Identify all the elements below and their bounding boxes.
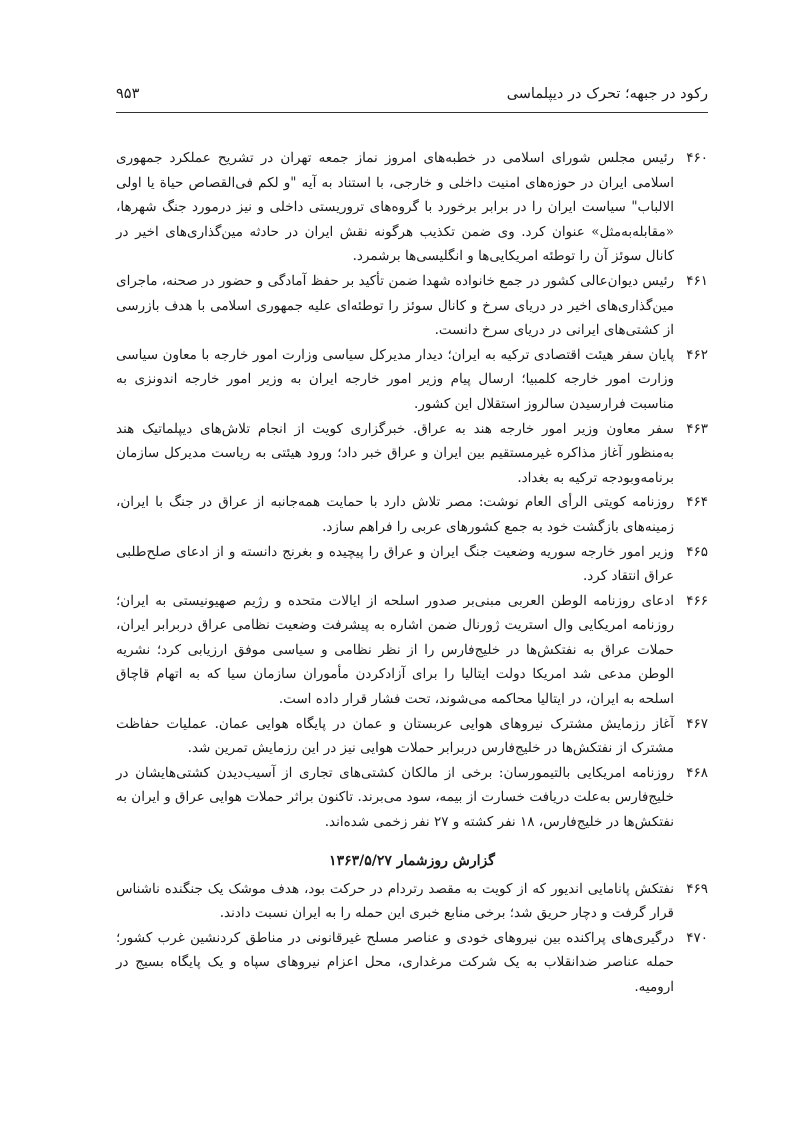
entry-number: ۴۶۵ — [686, 543, 708, 560]
entry-text: وزیر امور خارجه سوریه وضعیت جنگ ایران و عراق را پیچیده و بغرنج دانسته و از ادعای صلح‌طلبی عراق انتقاد کرد. — [116, 543, 674, 585]
entry-text: سفر معاون وزیر امور خارجه هند به عراق. خبرگزاری کویت از انجام تلاش‌های دیپلماتیک هند به‌منظور آغاز مذاکره غیرمستقیم بین ایران و عراق خبر داد؛ ورود هیئتی به ریاست مدیرکل سازمان برنامه‌وبودجه ترکیه به بغداد. — [116, 420, 674, 486]
entry-text: ادعای روزنامه الوطن العربی مبنی‌بر صدور اسلحه از ایالات متحده و رژیم صهیونیستی به ایران؛ روزنامه امریکایی وال استریت ژورنال ضمن اشاره به پیشرفت وضعیت نظامی عراق دربرابر ایران، حملات عراق به نفتکش‌ها در خلیج‌فارس را از نظر نظامی و سیاسی موفق ارزیابی کرد؛ نشریه الوطن مدعی شد امریکا دولت ایتالیا را برای آزادکردن مأموران سازمان سیا که به اتهام قاچاق اسلحه به ایران، در ایتالیا محاکمه می‌شوند، تحت فشار قرار داده است. — [116, 592, 674, 708]
entry-number: ۴۶۱ — [686, 272, 708, 289]
header-rule — [116, 112, 708, 113]
entry-text: پایان سفر هیئت اقتصادی ترکیه به ایران؛ دیدار مدیرکل سیاسی وزارت امور خارجه با معاون سیاسی وزارت امور خارجه کلمبیا؛ ارسال پیام وزیر امور خارجه ایران به وزیر امور خارجه اندونزی به مناسبت فرارسیدن سالروز استقلال این کشور. — [116, 346, 674, 412]
entry-text: نفتکش پانامایی اندیور که از کویت به مقصد رتردام در حرکت بود، هدف موشک یک جنگنده ناشناس قرار گرفت و دچار حریق شد؛ برخی منابع خبری این حمله را به ایران نسبت دادند. — [116, 880, 674, 922]
entry-467 — [116, 712, 708, 761]
entry-text: رئیس مجلس شورای اسلامی در خطبه‌های امروز نماز جمعه تهران در تشریح عملکرد جمهوری اسلامی ایران در حوزه‌های امنیت داخلی و خارجی، با استناد به آیه "و لکم فی‌القصاص حیاة یا اولی الالباب" سیاست ایران را در برابر برخورد با گروه‌های تروریستی داخلی و نیز درمورد جنگ شهرها، «مقابله‌به‌مثل» عنوان کرد. وی ضمن تکذیب هرگونه نقش ایران در حادثه مین‌گذاری‌های اخیر در کانال سوئز آن را توطئه امریکایی‌ها و انگلیسی‌ها برشمرد. — [116, 150, 674, 265]
entry-number: ۴۶۰ — [686, 150, 708, 166]
page-number: ۹۵۳ — [116, 86, 140, 102]
entry-number: ۴۶۲ — [686, 346, 708, 363]
running-header — [116, 84, 708, 108]
entry-text: آغاز رزمایش مشترک نیروهای هوایی عربستان و عمان در پایگاه هوایی عمان. عملیات حفاظت مشترک از نفتکش‌ها در خلیج‌فارس دربرابر حملات هوایی نیز در این رزمایش تمرین شد. — [116, 715, 674, 757]
entry-number: ۴۶۹ — [686, 880, 708, 897]
entry-number: ۴۶۶ — [686, 592, 708, 609]
entry-466 — [116, 589, 708, 712]
entry-460 — [116, 146, 708, 269]
document-body — [116, 146, 708, 1000]
entry-text: درگیری‌های پراکنده بین نیروهای خودی و عناصر مسلح غیرقانونی در مناطق کردنشین غرب کشور؛ حمله عناصر ضدانقلاب به یک شرکت مرغداری، محل اعزام نیروهای سپاه و یک پایگاه بسیج در ارومیه. — [116, 929, 674, 995]
entry-465 — [116, 540, 708, 589]
entry-463 — [116, 417, 708, 491]
entry-number: ۴۶۸ — [686, 764, 708, 781]
entry-469 — [116, 877, 708, 926]
entry-number: ۴۶۳ — [686, 420, 708, 437]
entry-461 — [116, 269, 708, 343]
entry-text: روزنامه کویتی الرأی العام نوشت: مصر تلاش دارد با حمایت همه‌جانبه از عراق در جنگ با ایران، زمینه‌های بازگشت خود به جمع کشورهای عربی را فراهم سازد. — [116, 494, 674, 535]
entry-text: روزنامه امریکایی بالتیمورسان: برخی از مالکان کشتی‌های تجاری از آسیب‌دیدن کشتی‌هایشان در خلیج‌فارس به‌علت دریافت خسارت از بیمه، سود می‌برند. تاکنون براثر حملات هوایی عراق و ایران به نفتکش‌ها در خلیج‌فارس، ۱۸ نفر کشته و ۲۷ نفر زخمی شده‌اند. — [116, 764, 674, 831]
entry-number: ۴۷۰ — [686, 929, 708, 946]
entry-470 — [116, 926, 708, 1000]
running-head-title: رکود در جبهه؛ تحرک در دیپلماسی — [506, 86, 708, 102]
entry-464 — [116, 490, 708, 539]
section-title: گزارش روزشمار ۱۳۶۳/۵/۲۷ — [329, 852, 495, 869]
entry-468 — [116, 761, 708, 835]
entry-number: ۴۶۴ — [686, 494, 708, 511]
entry-462 — [116, 343, 708, 417]
entry-number: ۴۶۷ — [686, 715, 708, 732]
entry-text: رئیس دیوان‌عالی کشور در جمع خانواده شهدا ضمن تأکید بر حفظ آمادگی و حضور در صحنه، ماجرای مین‌گذاری‌های اخیر در دریای سرخ و کانال سوئز را توطئه‌ای علیه جمهوری اسلامی با هدف بازرسی از کشتی‌های ایرانی در دریای سرخ دانست. — [116, 272, 674, 339]
